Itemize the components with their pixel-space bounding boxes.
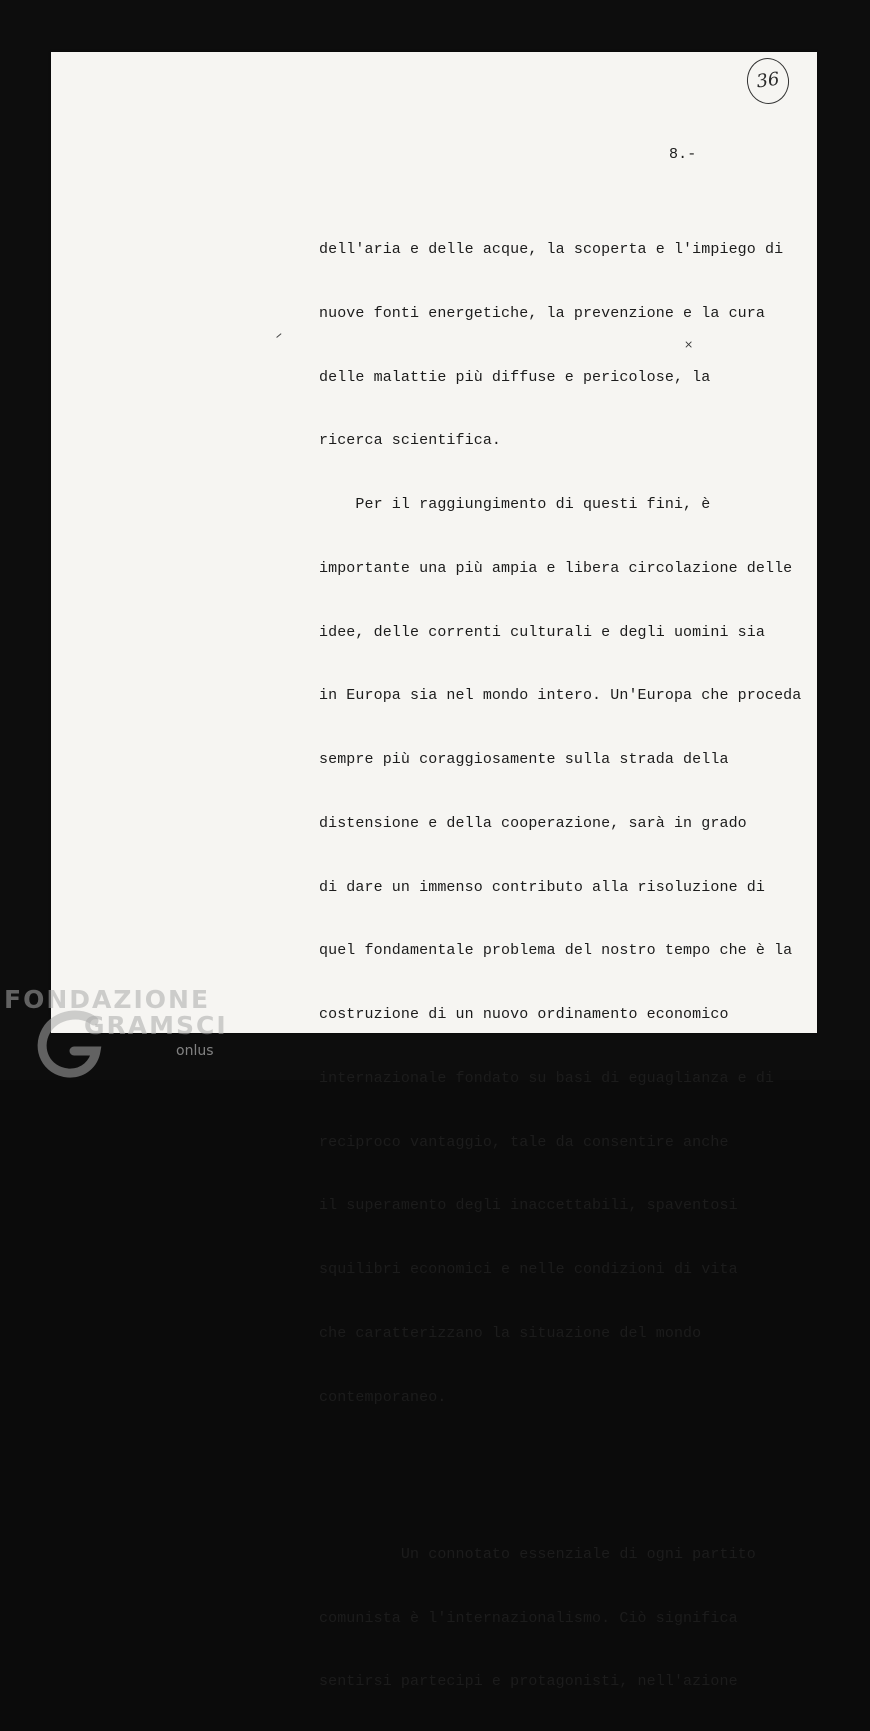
watermark-line-1: FONDAZIONE — [4, 985, 211, 1014]
text-line: in Europa sia nel mondo intero. Un'Europa che proceda — [319, 687, 802, 705]
text-line: delle malattie più diffuse e pericolose, la — [319, 368, 711, 386]
text-line: ricerca scientifica. — [319, 432, 502, 450]
text-line: Per il raggiungimento di questi fini, è — [319, 496, 711, 513]
text-line: squilibri economici e nelle condizioni di vita — [319, 1261, 738, 1278]
page-number: 8.- — [669, 146, 697, 163]
text-line: importante una più ampia e libera circolazione delle — [319, 559, 793, 577]
text-line: il superamento degli inaccettabili, spaventosi — [319, 1197, 738, 1215]
text-line: contemporaneo. — [319, 1388, 447, 1406]
body-text — [319, 201, 801, 1731]
text-line: reciproco vantaggio, tale da consentire anche — [319, 1133, 729, 1151]
text-line: dell'aria e delle acque, la scoperta e l'impiego di — [319, 241, 784, 258]
text-line: internazionale fondato su basi di eguaglianza e di — [319, 1069, 775, 1087]
text-line: sempre più coraggiosamente sulla strada della — [319, 751, 729, 768]
text-line: che caratterizzano la situazione del mondo — [319, 1324, 702, 1342]
handwritten-folio-number: 36 — [744, 55, 792, 106]
text-line: di dare un immenso contributo alla risoluzione di — [319, 878, 765, 896]
paragraph-gap — [319, 1446, 801, 1506]
watermark-line-2: GRAMSCI — [84, 1011, 228, 1040]
text-line: comunista è l'internazionalismo. Ciò significa — [319, 1609, 738, 1627]
text-line: costruzione di un nuovo ordinamento economico — [319, 1006, 729, 1023]
text-line: sentirsi partecipi e protagonisti, nell'azione — [319, 1673, 738, 1691]
handwritten-correction-mark: × — [684, 338, 694, 351]
fondazione-gramsci-watermark — [0, 985, 230, 1080]
text-line: nuove fonti energetiche, la prevenzione e la cura — [319, 304, 765, 322]
text-line: Un connotato essenziale di ogni partito — [319, 1545, 756, 1563]
text-line: quel fondamentale problema del nostro tempo che è la — [319, 942, 793, 960]
text-line: distensione e della cooperazione, sarà in grado — [319, 814, 747, 832]
watermark-onlus: onlus — [176, 1043, 214, 1059]
text-line: idee, delle correnti culturali e degli uomini sia — [319, 623, 765, 641]
